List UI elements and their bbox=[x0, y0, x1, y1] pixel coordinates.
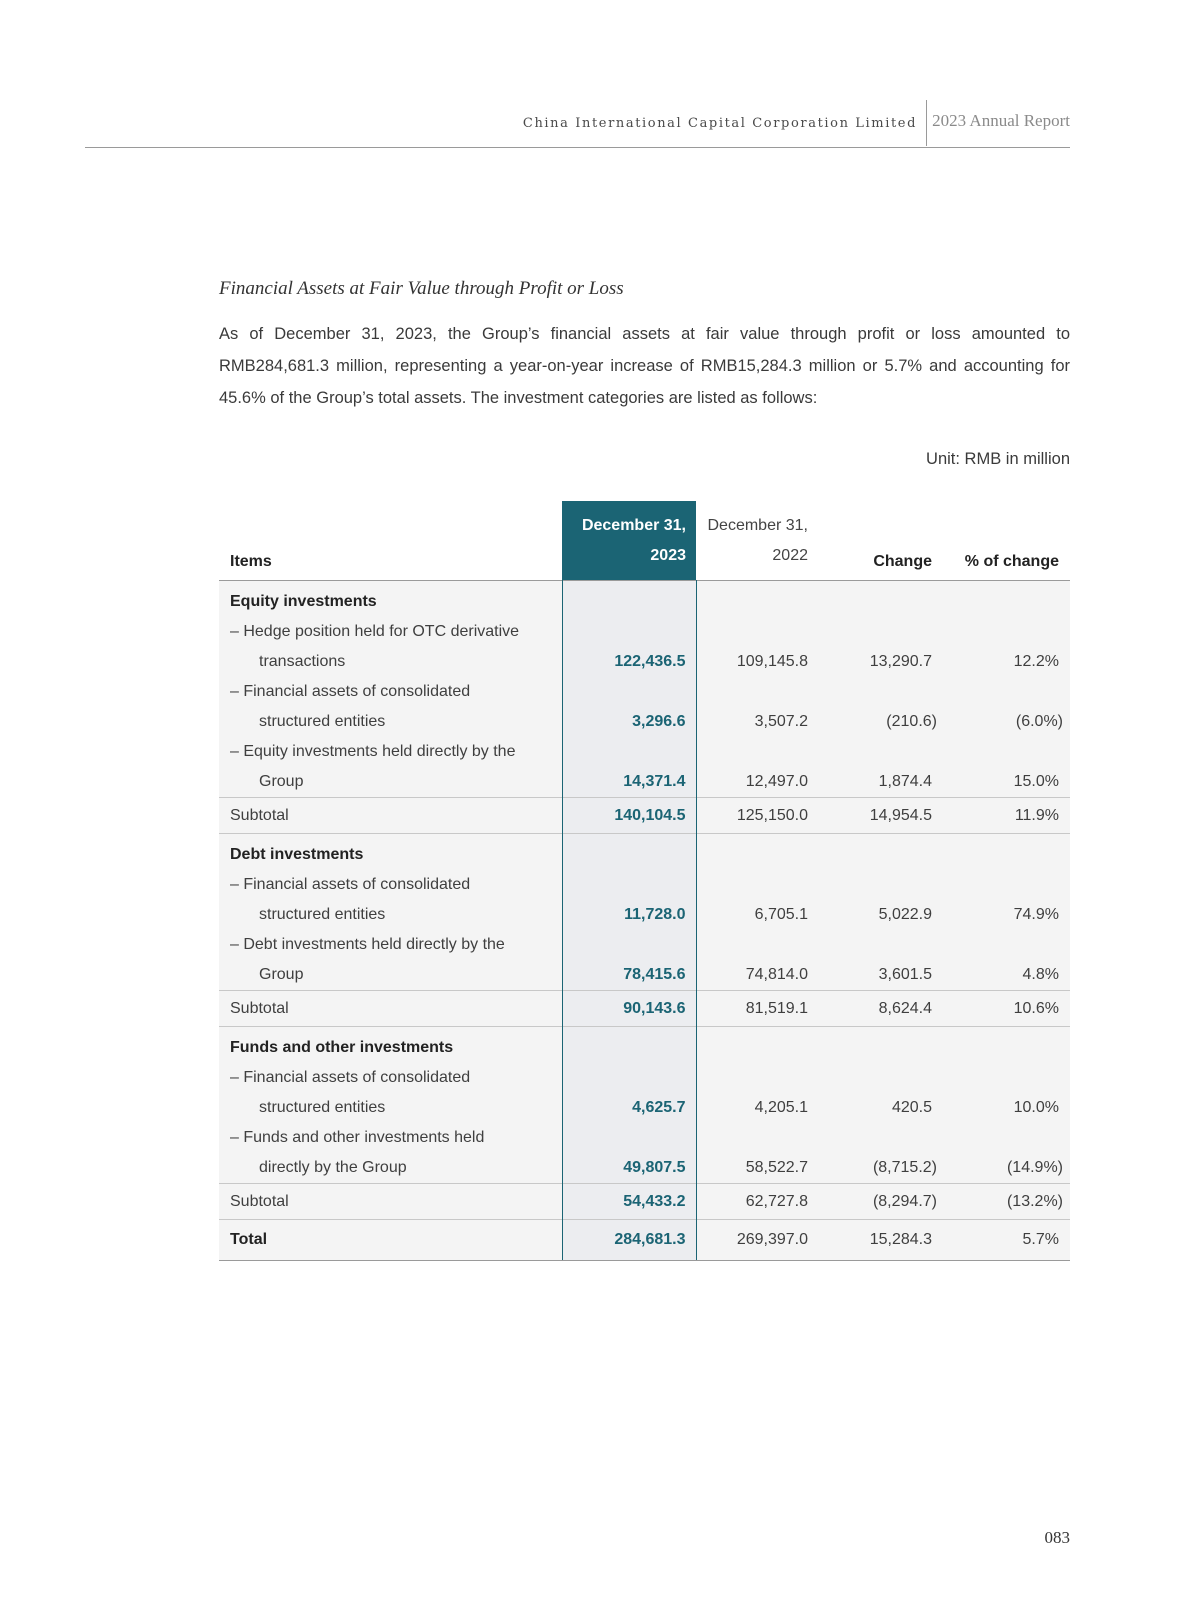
row-label: – Funds and other investments held bbox=[219, 1123, 562, 1153]
cell-change: (8,715.2) bbox=[820, 1153, 944, 1184]
header-pct-change: % of change bbox=[964, 553, 1059, 570]
category-row-debt bbox=[219, 834, 1070, 871]
cell-2023: 284,681.3 bbox=[562, 1220, 696, 1261]
subtotal-row-equity bbox=[219, 798, 1070, 834]
cell-2023: 78,415.6 bbox=[562, 960, 696, 991]
cell-pct: (14.9%) bbox=[944, 1153, 1070, 1184]
cell-pct: 12.2% bbox=[944, 647, 1070, 677]
company-name: China International Capital Corporation Limited bbox=[522, 116, 917, 131]
cell-pct: (6.0%) bbox=[944, 707, 1070, 737]
category-row-funds bbox=[219, 1027, 1070, 1064]
cell-change: 420.5 bbox=[820, 1093, 944, 1123]
table-row bbox=[219, 1153, 1070, 1184]
row-label-cont: Group bbox=[219, 960, 562, 991]
cell-change: (8,294.7) bbox=[820, 1184, 944, 1220]
cell-pct: 5.7% bbox=[944, 1220, 1070, 1261]
row-label: – Hedge position held for OTC derivative bbox=[219, 617, 562, 647]
table-row bbox=[219, 767, 1070, 798]
header-items: Items bbox=[230, 553, 272, 570]
row-label: – Financial assets of consolidated bbox=[219, 870, 562, 900]
table-row bbox=[219, 647, 1070, 677]
section-title: Financial Assets at Fair Value through Profit or Loss bbox=[219, 278, 624, 299]
cell-2023: 3,296.6 bbox=[562, 707, 696, 737]
header-dec-2023: December 31, 2023 bbox=[562, 501, 696, 581]
cell-2023: 11,728.0 bbox=[562, 900, 696, 930]
cell-2022: 6,705.1 bbox=[696, 900, 820, 930]
cell-pct: 10.6% bbox=[944, 991, 1070, 1027]
subtotal-label: Subtotal bbox=[219, 991, 562, 1027]
header-change: Change bbox=[873, 553, 932, 570]
total-row bbox=[219, 1220, 1070, 1261]
row-label: – Debt investments held directly by the bbox=[219, 930, 562, 960]
cell-change: (210.6) bbox=[820, 707, 944, 737]
table-row bbox=[219, 870, 1070, 900]
cell-2022: 109,145.8 bbox=[696, 647, 820, 677]
cell-2022: 125,150.0 bbox=[696, 798, 820, 834]
cell-2022: 81,519.1 bbox=[696, 991, 820, 1027]
cell-2022: 62,727.8 bbox=[696, 1184, 820, 1220]
cell-change: 1,874.4 bbox=[820, 767, 944, 798]
table-row bbox=[219, 737, 1070, 767]
cell-change: 15,284.3 bbox=[820, 1220, 944, 1261]
report-title: 2023 Annual Report bbox=[932, 111, 1070, 130]
cell-change: 5,022.9 bbox=[820, 900, 944, 930]
total-label: Total bbox=[219, 1220, 562, 1261]
table-row bbox=[219, 677, 1070, 707]
header-divider bbox=[926, 100, 927, 146]
cell-2023: 49,807.5 bbox=[562, 1153, 696, 1184]
financial-assets-table bbox=[219, 501, 1070, 1261]
row-label-cont: structured entities bbox=[219, 707, 562, 737]
subtotal-label: Subtotal bbox=[219, 798, 562, 834]
cell-2023: 122,436.5 bbox=[562, 647, 696, 677]
category-label: Debt investments bbox=[219, 834, 562, 871]
table-row bbox=[219, 960, 1070, 991]
row-label-cont: directly by the Group bbox=[219, 1153, 562, 1184]
cell-pct: 10.0% bbox=[944, 1093, 1070, 1123]
row-label: – Financial assets of consolidated bbox=[219, 1063, 562, 1093]
cell-2022: 269,397.0 bbox=[696, 1220, 820, 1261]
table-row bbox=[219, 1093, 1070, 1123]
category-label: Funds and other investments bbox=[219, 1027, 562, 1064]
table-header-row bbox=[219, 501, 1070, 581]
cell-pct: 15.0% bbox=[944, 767, 1070, 798]
cell-pct: 4.8% bbox=[944, 960, 1070, 991]
cell-2023: 54,433.2 bbox=[562, 1184, 696, 1220]
page-header bbox=[85, 100, 1070, 148]
cell-change: 14,954.5 bbox=[820, 798, 944, 834]
subtotal-row-funds bbox=[219, 1184, 1070, 1220]
row-label-cont: structured entities bbox=[219, 1093, 562, 1123]
cell-2023: 90,143.6 bbox=[562, 991, 696, 1027]
cell-change: 3,601.5 bbox=[820, 960, 944, 991]
table-row bbox=[219, 900, 1070, 930]
cell-2022: 74,814.0 bbox=[696, 960, 820, 991]
row-label: – Equity investments held directly by the bbox=[219, 737, 562, 767]
table-row bbox=[219, 1123, 1070, 1153]
unit-note: Unit: RMB in million bbox=[926, 450, 1070, 468]
cell-2023: 140,104.5 bbox=[562, 798, 696, 834]
row-label-cont: transactions bbox=[219, 647, 562, 677]
cell-2023: 14,371.4 bbox=[562, 767, 696, 798]
subtotal-row-debt bbox=[219, 991, 1070, 1027]
row-label-cont: Group bbox=[219, 767, 562, 798]
table-row bbox=[219, 617, 1070, 647]
category-row-equity bbox=[219, 581, 1070, 618]
cell-change: 8,624.4 bbox=[820, 991, 944, 1027]
subtotal-label: Subtotal bbox=[219, 1184, 562, 1220]
row-label: – Financial assets of consolidated bbox=[219, 677, 562, 707]
row-label-cont: structured entities bbox=[219, 900, 562, 930]
header-dec-2022: December 31, 2022 bbox=[707, 517, 808, 564]
cell-2022: 4,205.1 bbox=[696, 1093, 820, 1123]
cell-pct: 74.9% bbox=[944, 900, 1070, 930]
cell-2022: 3,507.2 bbox=[696, 707, 820, 737]
cell-change: 13,290.7 bbox=[820, 647, 944, 677]
cell-pct: (13.2%) bbox=[944, 1184, 1070, 1220]
cell-2022: 12,497.0 bbox=[696, 767, 820, 798]
cell-pct: 11.9% bbox=[944, 798, 1070, 834]
table-row bbox=[219, 930, 1070, 960]
page-number: 083 bbox=[1044, 1528, 1070, 1547]
cell-2022: 58,522.7 bbox=[696, 1153, 820, 1184]
intro-paragraph: As of December 31, 2023, the Group’s financial assets at fair value through profit or loss amounted to RMB284,681.3 million, representing a year-on-year increase of RMB15,284.3 million or 5.7% and accounting for 45.6% of the Group’s total assets. The investment categories are listed as follows: bbox=[219, 325, 1070, 407]
table-row bbox=[219, 1063, 1070, 1093]
table-row bbox=[219, 707, 1070, 737]
category-label: Equity investments bbox=[219, 581, 562, 618]
cell-2023: 4,625.7 bbox=[562, 1093, 696, 1123]
